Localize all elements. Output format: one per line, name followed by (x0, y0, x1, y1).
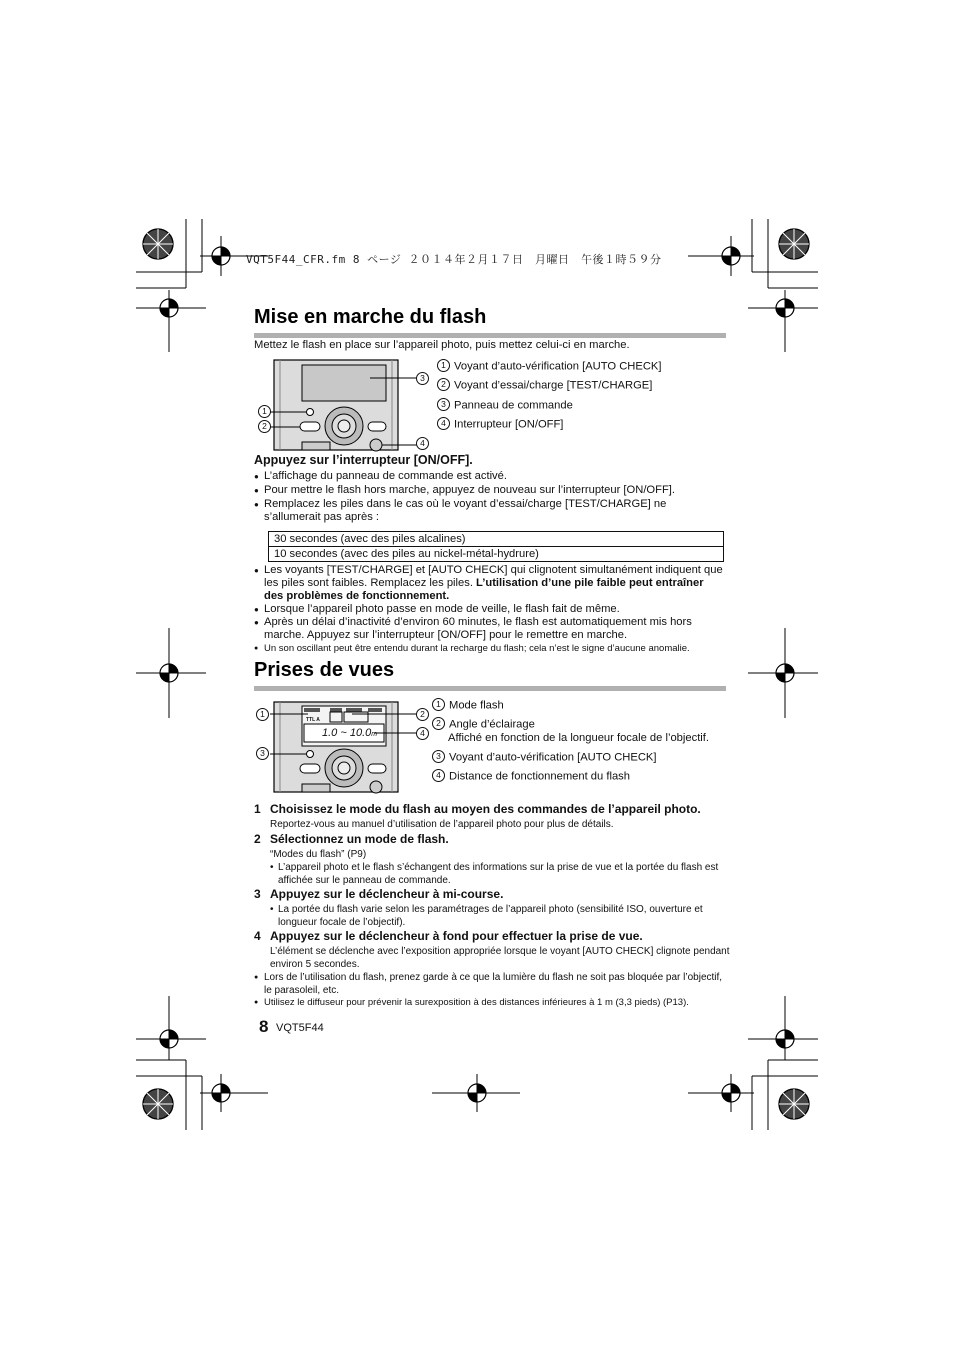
legend-item: 3 Panneau de commande (437, 399, 573, 412)
callout-3: 3 (256, 747, 269, 760)
bullet-item: ● Pour mettre le flash hors marche, appuyez de nouveau sur l’interrupteur [ON/OFF]. (254, 484, 724, 497)
section-title-power-on: Mise en marche du flash (254, 306, 487, 328)
table-cell: 30 secondes (avec des piles alcalines) (269, 532, 724, 547)
lcd-mode: TTL A (306, 717, 320, 723)
bullet-item: ● Utilisez le diffuseur pour prévenir la surexposition à des distances inférieures à 1 m (3,3 pieds) (P13). (254, 997, 724, 1009)
legend-item: 1 Voyant d’auto-vérification [AUTO CHECK] (437, 360, 661, 373)
callout-3: 3 (416, 372, 429, 385)
file-header: VQT5F44_CFR.fm 8 ページ ２０１４年２月１７日 月曜日 午後１時５９分 (246, 253, 662, 266)
lcd-range: 1.0 ~ 10.0m (322, 727, 378, 739)
flash-diagram-1 (256, 358, 416, 453)
legend-item: 1 Mode flash (432, 699, 504, 712)
bullet-item: ● Un son oscillant peut être entendu durant la recharge du flash; cela n’est le signe d’aucune anomalie. (254, 643, 724, 655)
callout-1: 1 (258, 405, 271, 418)
document-code: VQT5F44 (276, 1022, 324, 1034)
table-row (269, 532, 724, 547)
table-row (269, 547, 724, 562)
bullet-item: ● Lorsque l’appareil photo passe en mode de veille, le flash fait de même. (254, 603, 724, 616)
step-1: 1 Choisissez le mode du flash au moyen des commandes de l’appareil photo. Reportez-vous au manuel d’utilisation de l’appareil photo pour plus de détails. (254, 802, 701, 830)
section-rule (254, 686, 726, 691)
step-heading: Appuyez sur l’interrupteur [ON/OFF]. (254, 453, 473, 467)
bullet-item: ● Lors de l’utilisation du flash, prenez garde à ce que la lumière du flash ne soit pas bloquée par l’objectif, le parasoleil, etc. (254, 971, 724, 997)
flash-diagram-2 (256, 700, 416, 795)
bullet-item: ● Remplacez les piles dans le cas où le voyant d’essai/charge [TEST/CHARGE] ne s’allumerait pas après : (254, 498, 714, 524)
section-title-shooting: Prises de vues (254, 659, 395, 681)
legend-item: 3 Voyant d’auto-vérification [AUTO CHECK] (432, 751, 656, 764)
legend-item: 4 Distance de fonctionnement du flash (432, 770, 630, 783)
step-3: 3 Appuyez sur le déclencheur à mi-course. • La portée du flash varie selon les paramétrages de l’appareil photo (sensibilité ISO, ouverture et longueur focale de l’objectif). (254, 887, 734, 929)
bullet-item: ● Après un délai d’inactivité d’environ 60 minutes, le flash est automatiquement mis hors marche. Appuyez sur l’interrupteur [ON/OFF] pour le remettre en marche. (254, 616, 724, 642)
callout-4: 4 (416, 437, 429, 450)
step-4: 4 Appuyez sur le déclencheur à fond pour effectuer la prise de vue. L’élément se déclenche avec l’exposition appropriée lorsque le voyant [AUTO CHECK] clignote pendant environ 5 secondes. (254, 929, 730, 970)
callout-1: 1 (256, 708, 269, 721)
battery-table (268, 531, 724, 562)
callout-2: 2 (416, 708, 429, 721)
bullet-item: ● Les voyants [TEST/CHARGE] et [AUTO CHECK] qui clignotent simultanément indiquent que les piles sont faibles. Remplacez les piles. L’utilisation d’une pile faible peut entraîner des problèmes de fonctionnement. (254, 564, 724, 603)
legend-item: Affiché en fonction de la longueur focale de l’objectif. (448, 732, 710, 744)
bullet-item: ● L’affichage du panneau de commande est activé. (254, 470, 724, 483)
legend-item: 4 Interrupteur [ON/OFF] (437, 418, 563, 431)
page-number: 8 (259, 1017, 269, 1036)
legend-item: 2 Voyant d’essai/charge [TEST/CHARGE] (437, 379, 652, 392)
step-2: 2 Sélectionnez un mode de flash. “Modes du flash” (P9) • L’appareil photo et le flash s’échangent des informations sur la prise de vue et la portée du flash est affichée sur le panneau de commande. (254, 832, 734, 888)
section-rule (254, 333, 726, 338)
callout-4: 4 (416, 727, 429, 740)
intro-text: Mettez le flash en place sur l’appareil photo, puis mettez celui-ci en marche. (254, 339, 630, 351)
callout-2: 2 (258, 420, 271, 433)
legend-item: 2 Angle d’éclairage (432, 718, 535, 731)
table-cell: 10 secondes (avec des piles au nickel-métal-hydrure) (269, 547, 724, 562)
